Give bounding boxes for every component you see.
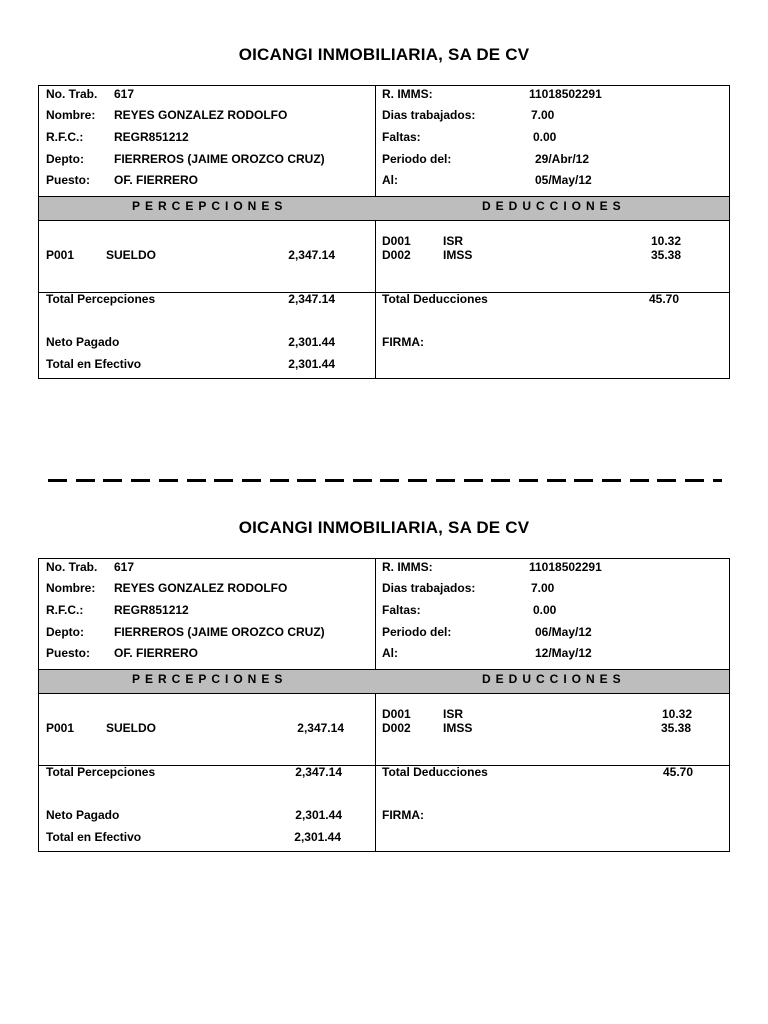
rfc-label: R.F.C.:	[46, 603, 84, 617]
cut-dash	[325, 479, 344, 482]
total-efectivo-value: 2,301.44	[288, 357, 335, 371]
depto-label: Depto:	[46, 152, 84, 166]
r-imms-value: 11018502291	[529, 560, 602, 574]
nombre-label: Nombre:	[46, 108, 96, 122]
faltas-value: 0.00	[533, 603, 557, 617]
deduccion-concept: ISR	[443, 234, 464, 248]
deduccion-code: D002	[382, 721, 411, 735]
puesto-label: Puesto:	[46, 173, 91, 187]
faltas-label: Faltas:	[382, 130, 421, 144]
dias-value: 7.00	[531, 581, 555, 595]
cut-dash	[297, 479, 316, 482]
rfc-label: R.F.C.:	[46, 130, 84, 144]
total-efectivo-label: Total en Efectivo	[46, 830, 142, 844]
r-imms-label: R. IMMS:	[382, 87, 433, 101]
firma-label: FIRMA:	[382, 808, 424, 822]
no-trab-value: 617	[114, 87, 135, 101]
cut-dash	[353, 479, 372, 482]
cut-dash	[242, 479, 261, 482]
total-percepciones-label: Total Percepciones	[46, 292, 156, 306]
cut-dash	[464, 479, 483, 482]
total-percepciones-value: 2,347.14	[295, 765, 342, 779]
deducciones-header: DEDUCCIONES	[482, 672, 626, 686]
neto-pagado-label: Neto Pagado	[46, 335, 120, 349]
cut-dash	[436, 479, 455, 482]
deduccion-code: D001	[382, 234, 411, 248]
total-efectivo-label: Total en Efectivo	[46, 357, 142, 371]
depto-value: FIERREROS (JAIME OROZCO CRUZ)	[114, 152, 325, 166]
al-label: Al:	[382, 646, 398, 660]
cut-dash	[270, 479, 289, 482]
cut-dash	[602, 479, 621, 482]
cut-dash	[159, 479, 178, 482]
total-percepciones-value: 2,347.14	[288, 292, 335, 306]
cut-dash	[574, 479, 593, 482]
nombre-value: REYES GONZALEZ RODOLFO	[114, 108, 288, 122]
cut-dash	[630, 479, 649, 482]
percepcion-code: P001	[46, 721, 75, 735]
puesto-value: OF. FIERRERO	[114, 646, 199, 660]
payroll-stub	[38, 558, 730, 852]
cut-dash	[131, 479, 150, 482]
dias-label: Dias trabajados:	[382, 108, 476, 122]
deduccion-concept: IMSS	[443, 248, 473, 262]
cut-dash	[408, 479, 427, 482]
depto-label: Depto:	[46, 625, 84, 639]
percepciones-header: PERCEPCIONES	[132, 672, 288, 686]
neto-pagado-value: 2,301.44	[288, 335, 335, 349]
deduccion-amount: 10.32	[661, 707, 692, 721]
r-imms-value: 11018502291	[529, 87, 602, 101]
percepcion-code: P001	[46, 248, 75, 262]
neto-pagado-value: 2,301.44	[295, 808, 342, 822]
firma-label: FIRMA:	[382, 335, 424, 349]
no-trab-value: 617	[114, 560, 135, 574]
nombre-label: Nombre:	[46, 581, 96, 595]
total-deducciones-label: Total Deducciones	[382, 292, 488, 306]
cut-dash	[713, 479, 722, 482]
dias-label: Dias trabajados:	[382, 581, 476, 595]
deducciones-header: DEDUCCIONES	[482, 199, 626, 213]
cut-dash	[519, 479, 538, 482]
dias-value: 7.00	[531, 108, 555, 122]
total-efectivo-value: 2,301.44	[294, 830, 341, 844]
company-title: OICANGI INMOBILIARIA, SA DE CV	[238, 45, 530, 64]
total-deducciones-value: 45.70	[662, 765, 693, 779]
cut-dash	[685, 479, 704, 482]
deduccion-amount: 10.32	[650, 234, 681, 248]
deduccion-code: D002	[382, 248, 411, 262]
no-trab-label: No. Trab.	[46, 560, 98, 574]
depto-value: FIERREROS (JAIME OROZCO CRUZ)	[114, 625, 325, 639]
percepcion-amount: 2,347.14	[297, 721, 344, 735]
payroll-stub	[38, 85, 730, 379]
column-divider	[375, 86, 376, 378]
periodo-label: Periodo del:	[382, 152, 452, 166]
total-deducciones-label: Total Deducciones	[382, 765, 488, 779]
deduccion-concept: ISR	[443, 707, 464, 721]
cut-dash	[76, 479, 95, 482]
puesto-label: Puesto:	[46, 646, 91, 660]
cut-line	[48, 479, 722, 483]
r-imms-label: R. IMMS:	[382, 560, 433, 574]
column-divider	[375, 559, 376, 851]
nombre-value: REYES GONZALEZ RODOLFO	[114, 581, 288, 595]
faltas-value: 0.00	[533, 130, 557, 144]
deduccion-concept: IMSS	[443, 721, 473, 735]
deduccion-amount: 35.38	[650, 248, 681, 262]
al-value: 12/May/12	[535, 646, 592, 660]
no-trab-label: No. Trab.	[46, 87, 98, 101]
percepcion-concept: SUELDO	[106, 248, 157, 262]
total-percepciones-label: Total Percepciones	[46, 765, 156, 779]
percepcion-amount: 2,347.14	[288, 248, 335, 262]
total-deducciones-value: 45.70	[648, 292, 679, 306]
puesto-value: OF. FIERRERO	[114, 173, 199, 187]
al-value: 05/May/12	[535, 173, 592, 187]
faltas-label: Faltas:	[382, 603, 421, 617]
periodo-value: 29/Abr/12	[535, 152, 590, 166]
percepciones-header: PERCEPCIONES	[132, 199, 288, 213]
cut-dash	[547, 479, 566, 482]
rfc-value: REGR851212	[114, 130, 189, 144]
al-label: Al:	[382, 173, 398, 187]
cut-dash	[380, 479, 399, 482]
periodo-label: Periodo del:	[382, 625, 452, 639]
percepcion-concept: SUELDO	[106, 721, 157, 735]
periodo-value: 06/May/12	[535, 625, 592, 639]
rfc-value: REGR851212	[114, 603, 189, 617]
deduccion-amount: 35.38	[660, 721, 691, 735]
deduccion-code: D001	[382, 707, 411, 721]
cut-dash	[491, 479, 510, 482]
cut-dash	[657, 479, 676, 482]
cut-dash	[214, 479, 233, 482]
cut-dash	[48, 479, 67, 482]
cut-dash	[187, 479, 206, 482]
cut-dash	[103, 479, 122, 482]
neto-pagado-label: Neto Pagado	[46, 808, 120, 822]
company-title: OICANGI INMOBILIARIA, SA DE CV	[238, 518, 530, 537]
